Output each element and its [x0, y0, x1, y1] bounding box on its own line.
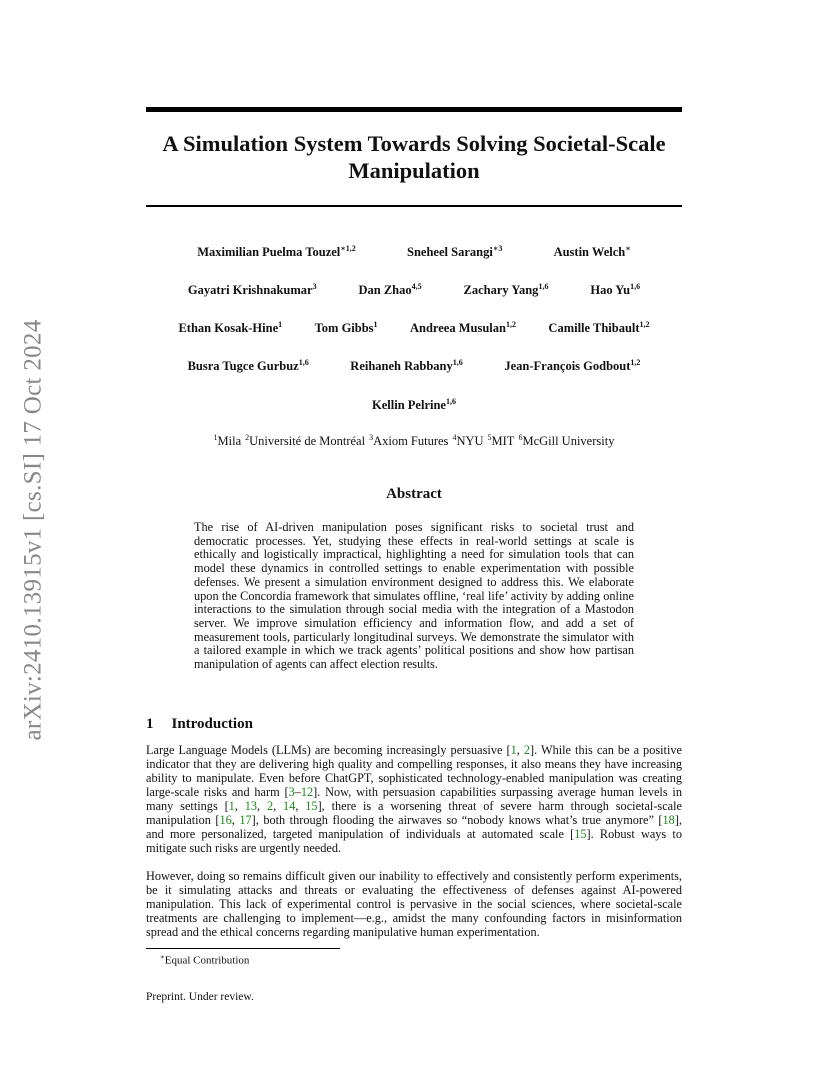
- author-row-2: [146, 282, 682, 298]
- intro-paragraph-2: However, doing so remains difficult given our inability to effectively and consistently perform experiments, be it simulating attacks and threats or evaluating the effectiveness of defenses against AI-powered manipulation. This lack of experimental control is pervasive in the social sciences, where societal-scale treatments are challenging to implement—e.g., amidst the many confounding factors in misinformation spread and the ethical concerns regarding manipulative human experimentation.: [146, 869, 682, 939]
- author-name: Kellin Pelrine$^{1,6}$: [372, 397, 456, 413]
- author-name: Andreea Musulan$^{1,2}$: [410, 320, 516, 336]
- author-name: Sneheel Sarangi$^{∗3}$: [407, 244, 503, 260]
- author-name: Dan Zhao$^{4,5}$: [358, 282, 422, 298]
- author-affiliation-mark: 3: [312, 282, 317, 291]
- affiliation: $^1$Mila: [213, 433, 242, 449]
- citation-link[interactable]: 15: [305, 799, 318, 813]
- footnote-text: Equal Contribution: [164, 954, 250, 967]
- author-affiliation-mark: 1,6: [298, 358, 309, 367]
- author-name: Hao Yu$^{1,6}$: [590, 282, 641, 298]
- author-affiliation-mark: ∗: [625, 244, 631, 253]
- citation-link[interactable]: 1: [228, 799, 235, 813]
- author-name: Austin Welch∗: [553, 244, 631, 260]
- author-name: Ethan Kosak-Hine$^1$: [178, 320, 283, 336]
- affiliation: $^6$McGill University: [518, 433, 615, 449]
- author-affiliation-mark: 1,6: [452, 358, 463, 367]
- preprint-note: Preprint. Under review.: [146, 991, 254, 1003]
- author-name: Gayatri Krishnakumar$^3$: [187, 282, 317, 298]
- citation-link[interactable]: 18: [662, 813, 675, 827]
- citation-link[interactable]: 14: [283, 799, 296, 813]
- author-name: Jean-François Godbout$^{1,2}$: [504, 358, 641, 374]
- section-title: Introduction: [171, 716, 253, 732]
- citation-link[interactable]: 12: [300, 785, 314, 799]
- author-name: Tom Gibbs$^1$: [314, 320, 378, 336]
- affiliation: $^3$Axiom Futures: [369, 433, 449, 449]
- author-affiliation-mark: 1,2: [639, 320, 650, 329]
- author-affiliation-mark: 1,6: [445, 397, 456, 406]
- arxiv-identifier: arXiv:2410.13915v1 [cs.SI] 17 Oct 2024: [20, 319, 48, 741]
- citation-link[interactable]: 17: [239, 813, 252, 827]
- affiliation: $^5$MIT: [487, 433, 515, 449]
- abstract-heading: Abstract: [386, 486, 442, 502]
- paper-title: A Simulation System Towards Solving Societal-Scale Manipulation: [162, 131, 666, 183]
- author-affiliation-mark: 1: [373, 320, 378, 329]
- footnote: [160, 953, 249, 967]
- citation-link[interactable]: 1: [510, 743, 517, 757]
- author-name: Camille Thibault$^{1,2}$: [548, 320, 650, 336]
- affiliation: $^2$Université de Montréal: [245, 433, 366, 449]
- citation-link[interactable]: 13: [244, 799, 258, 813]
- author-name: Zachary Yang$^{1,6}$: [463, 282, 549, 298]
- author-row-1: [146, 243, 682, 260]
- author-affiliation-mark: 4,5: [411, 282, 422, 291]
- footnote-mark: ∗: [160, 953, 165, 961]
- author-affiliation-mark: ∗3: [492, 244, 503, 253]
- footnote-rule: [146, 948, 340, 949]
- affiliation: $^4$NYU: [452, 433, 484, 449]
- author-row-5: [146, 397, 682, 413]
- citation-link[interactable]: 2: [523, 743, 530, 757]
- citation-link[interactable]: 2: [266, 799, 274, 813]
- arxiv-sidebar: [14, 300, 54, 760]
- author-name: Busra Tugce Gurbuz$^{1,6}$: [187, 358, 309, 374]
- intro-paragraph-1: Large Language Models (LLMs) are becoming increasingly persuasive [1, 2]. While this can be a positive indicator that they are delivering high quality and compelling responses, it also means they have increasing ability to manipulate. Even before ChatGPT, sophisticated technology-enabled manipulation was creating large-scale risks and harm [3–12]. Now, with persuasion capabilities surpassing average human levels in many settings [1, 13, 2, 14, 15], there is a worsening threat of severe harm through societal-scale manipulation [16, 17], both through flooding the airwaves so “nobody knows what’s true anymore” [18], and more personalized, targeted manipulation of individuals at automated scale [15]. Robust ways to mitigate such risks are urgently needed.: [146, 743, 682, 855]
- citation-link[interactable]: 15: [574, 827, 587, 841]
- section-number: 1: [146, 716, 154, 732]
- author-affiliation-mark: 1,2: [505, 320, 516, 329]
- author-affiliation-mark: 1: [278, 320, 283, 329]
- author-affiliation-mark: ∗1,2: [340, 244, 356, 253]
- affiliations: [146, 433, 682, 449]
- author-name: Maximilian Puelma Touzel$^{∗1,2}$: [197, 244, 356, 260]
- citation-link[interactable]: 3: [288, 785, 295, 799]
- author-affiliation-mark: 1,2: [630, 358, 641, 367]
- author-row-4: [146, 358, 682, 374]
- title-rule-bottom: [146, 205, 682, 207]
- section-heading-introduction: [146, 716, 253, 733]
- author-name: Reihaneh Rabbany$^{1,6}$: [350, 358, 463, 374]
- author-row-3: [146, 320, 682, 336]
- citation-link[interactable]: 16: [219, 813, 232, 827]
- title-rule-top: [146, 107, 682, 112]
- author-affiliation-mark: 1,6: [630, 282, 641, 291]
- author-affiliation-mark: 1,6: [538, 282, 549, 291]
- abstract-body: The rise of AI-driven manipulation poses significant risks to societal trust and democratic processes. Yet, studying these effects in real-world settings at scale is ethically and logistically impractical, highlighting a need for simulation tools that can model these dynamics in controlled settings to enable experimentation with possible defenses. We present a simulation environment designed to address this. We elaborate upon the Concordia framework that simulates offline, ‘real life’ activity by adding online interactions to the simulation through social media with the integration of a Mastodon server. We improve simulation efficiency and information flow, and add a set of measurement tools, particularly longitudinal surveys. We demonstrate the simulator with a tailored example in which we track agents’ political positions and show how partisan manipulation of agents can affect election results.: [194, 520, 634, 672]
